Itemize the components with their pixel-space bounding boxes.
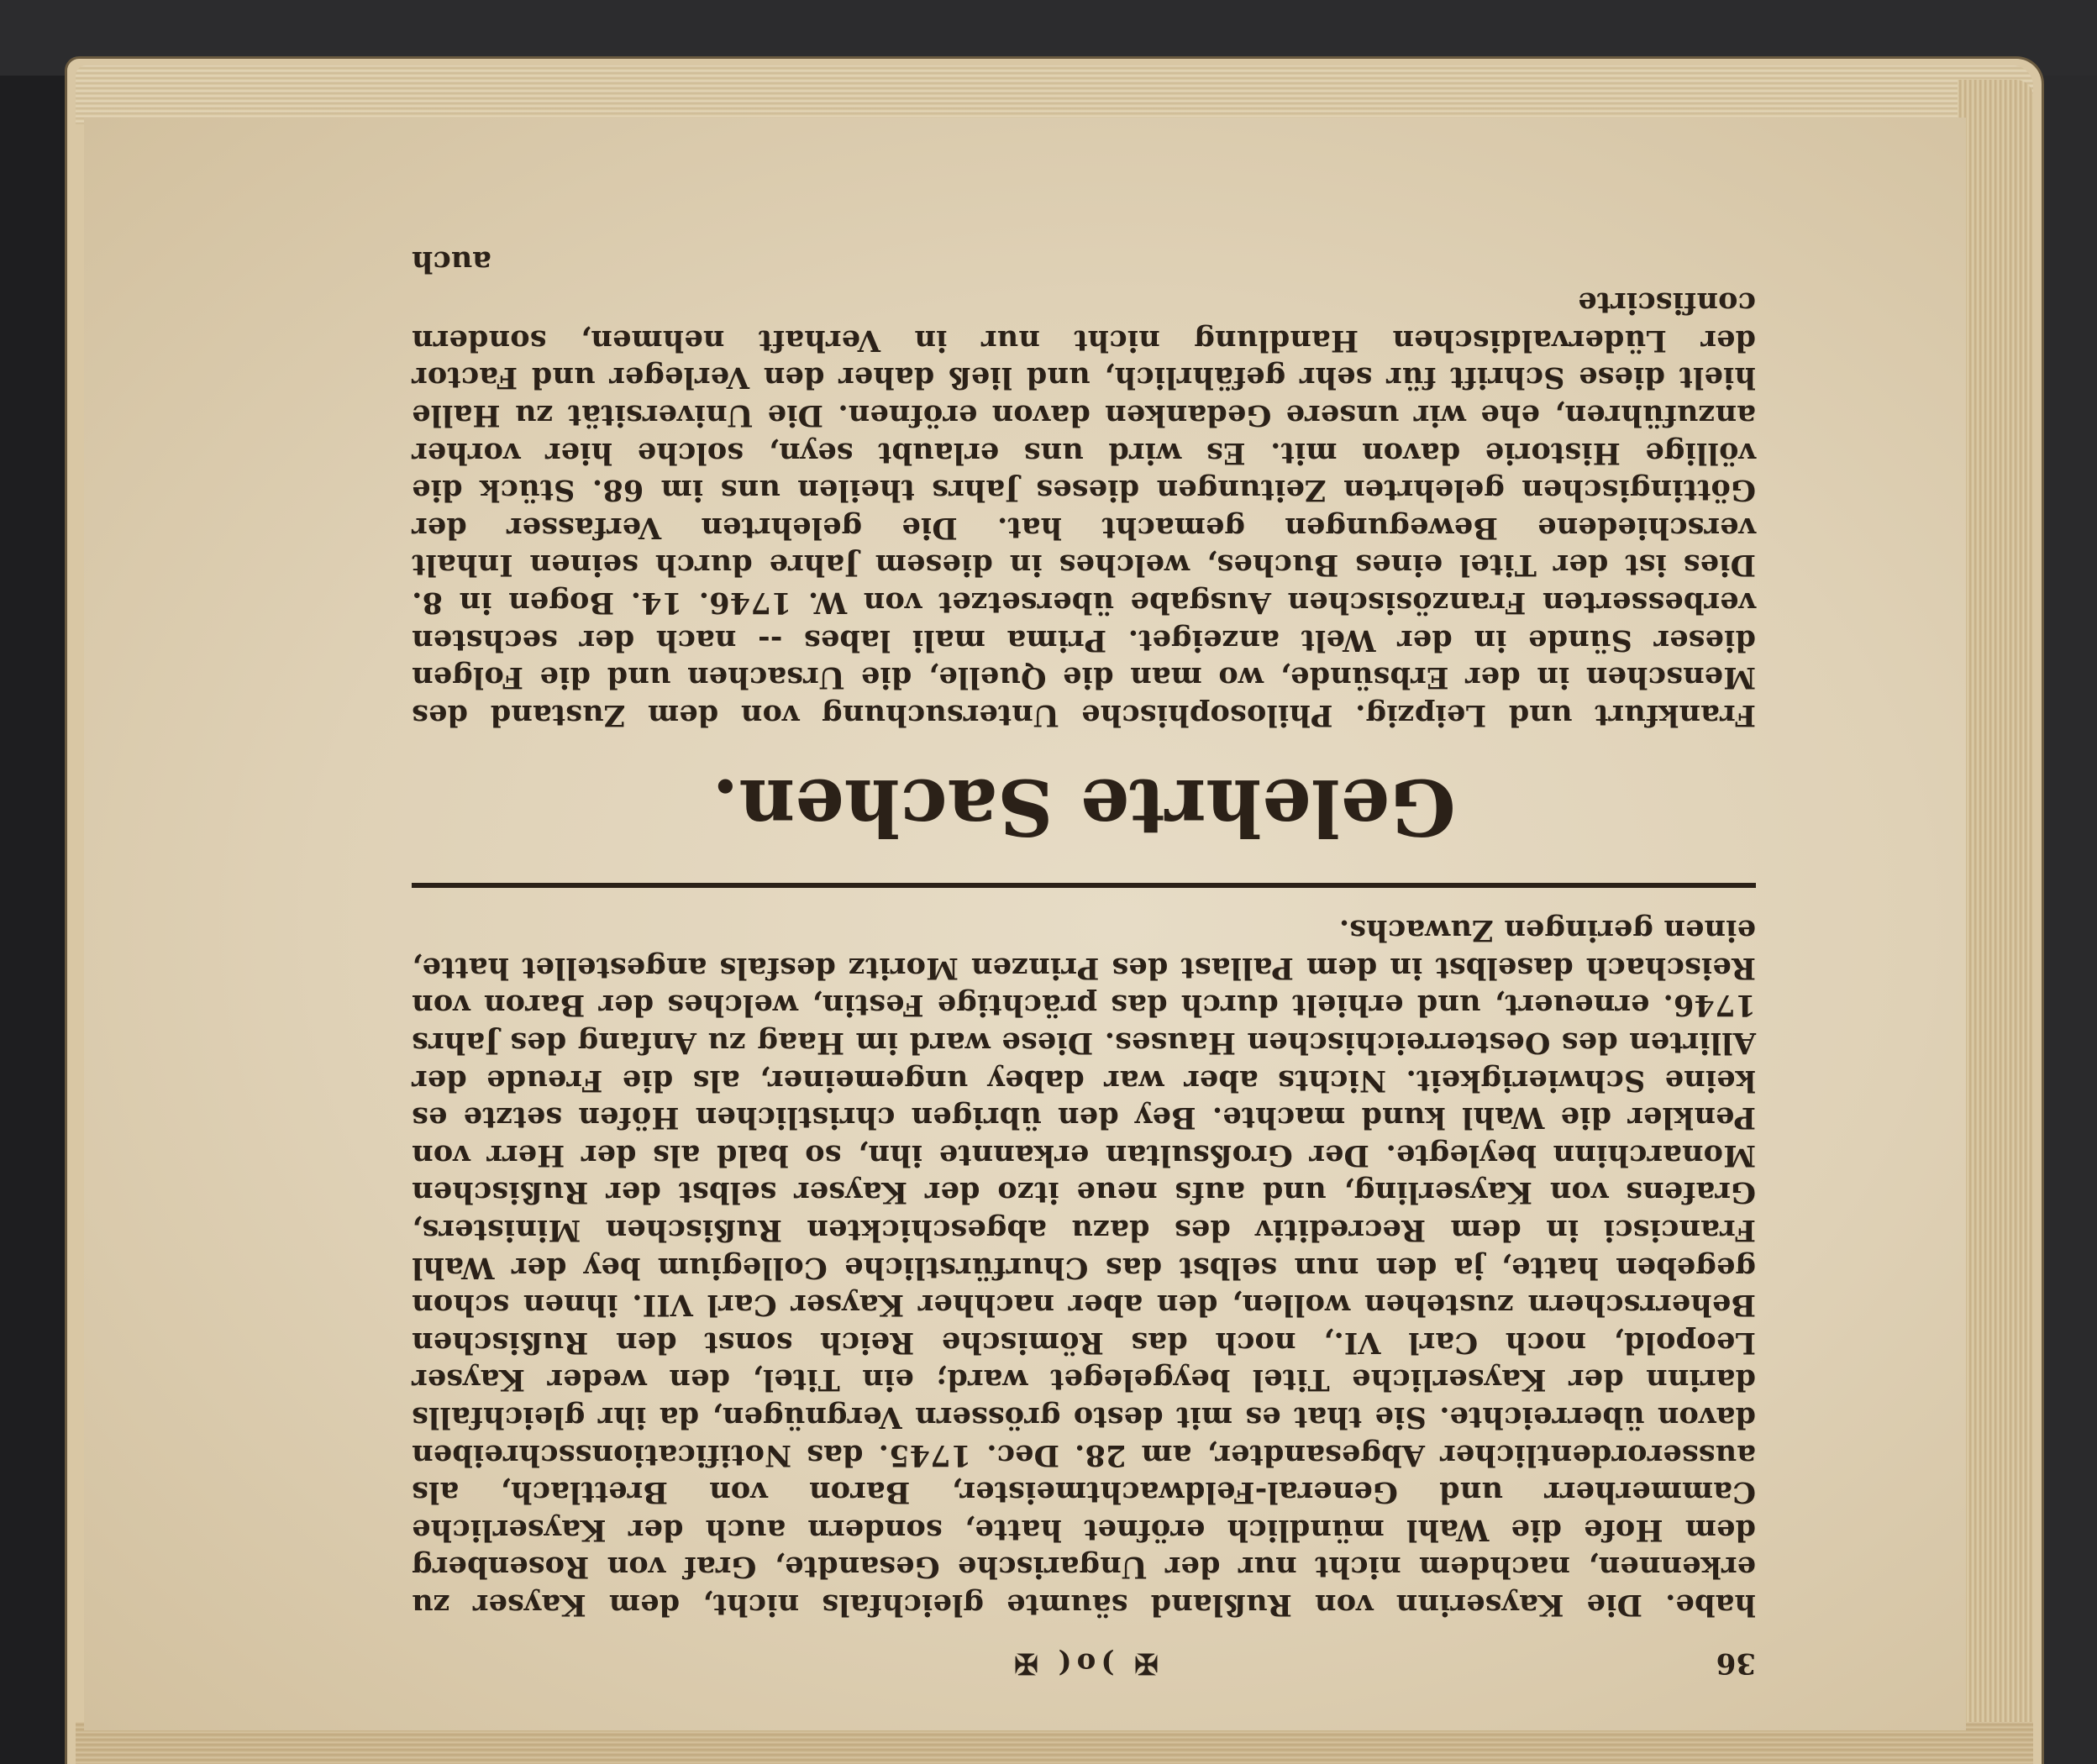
section-title: Gelehrte Sachen.: [712, 761, 1456, 853]
paragraph-2: [412, 284, 1756, 733]
page-header: [412, 1630, 1756, 1680]
page-edges-right: [1958, 80, 2033, 1760]
paragraph-2-lead: Frankfurt und Leipzig.: [1355, 697, 1756, 732]
book-page: [84, 118, 1966, 1730]
catchword: auch: [412, 244, 491, 279]
page-edges-top: [76, 66, 2033, 124]
paragraph-1: habe. Die Kayserinn von Rußland säumte gleichfals nicht, dem Kayser zu erkennen, nachdem nicht nur der Ungarische Gesandte, Graf von Rosenberg dem Hofe die Wahl mündlich eröfnet hatte, sondern auch der Kayserliche Cammerherr und General-Feldwachtmeister, Baron von Brettlach, als ausserordentlicher Abgesandter, am 28. Dec. 1745. das Notificationsschreiben davon überreichte. Sie that es mit desto grössern Vergnügen, da ihr gleichfalls darinn der Kayserliche Titel beygeleget ward; ein Titel, den weder Kayser Leopold, noch Carl VI., noch das Römische Reich sonst den Rußischen Beherrschern zustehen wollen, den aber nachher Kayser Carl VII. ihnen schon gegeben hatte, ja den nun selbst das Churfürstliche Collegium bey der Wahl Francisci in dem Recreditiv des dazu abgeschickten Rußischen Ministers, Grafens von Kayserling, und aufs neue itzo der Kayser selbst der Rußischen Monarchinn beylegte. Der Großsultan erkannte ihn, so bald als der Herr von Penkler die Wahl kund machte. Bey den übrigen christlichen Höfen setzte es keine Schwierigkeit. Nichts aber war dabey ungemeiner, als die Freude der Allirten des Oesterreichischen Hauses. Diese ward im Haag zu Anfang des Jahrs 1746. erneuert, und erhielt durch das prächtige Festin, welches der Baron von Reischach daselbst in dem Pallast des Prinzen Moritz desfals angestellet hatte, einen geringen Zuwachs.: [412, 913, 1756, 1622]
page-number: 36: [1716, 1646, 1756, 1680]
rotated-text-block: [412, 168, 1756, 1680]
header-ornament: ✠ )o( ✠: [1009, 1646, 1159, 1680]
section-divider: [412, 883, 1756, 888]
text-area: [311, 235, 1857, 1680]
paragraph-2-body: Philosophische Untersuchung von dem Zustand des Menschen in der Erbsünde, wo man die Quelle, die Ursachen und die Folgen dieser Sünde in der Welt anzeiget. Prima mali labes -- nach der sechsten verbesserten Französischen Ausgabe übersetzet von W. 1746. 14. Bogen in 8. Dies ist der Titel eines Buches, welches in diesem Jahre durch seinen Inhalt verschiedene Bewegungen gemacht hat. Die gelehrten Verfasser der Göttingischen gelehrten Zeitungen dieses Jahrs theilen uns im 68. Stück die völlige Historie davon mit. Es wird uns erlaubt seyn, solche hier vorher anzuführen, ehe wir unsere Gedanken davon eröfnen. Die Universität zu Halle hielt diese Schrift für sehr gefährlich, und ließ daher den Verleger und Factor der Lüdervaldischen Handlung nicht nur in Verhaft nehmen, sondern confiscirte: [412, 286, 1756, 732]
